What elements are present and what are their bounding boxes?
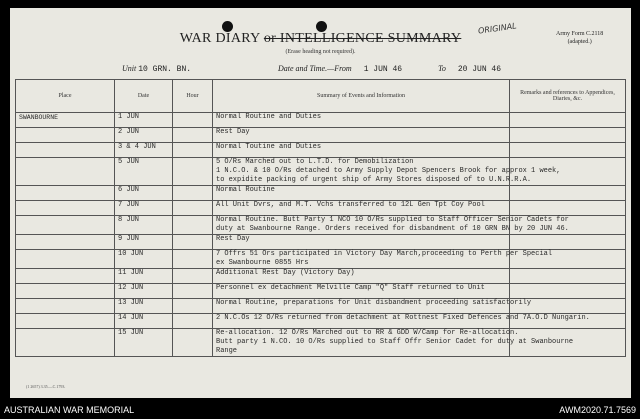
row-date: 8 JUN xyxy=(115,216,173,235)
unit-label: Unit xyxy=(122,64,137,73)
date-label: Date and Time.—From xyxy=(278,64,352,73)
row-remarks xyxy=(510,201,626,216)
caption-left: AUSTRALIAN WAR MEMORIAL xyxy=(4,405,135,415)
row-remarks xyxy=(510,235,626,250)
row-summary xyxy=(213,158,561,186)
row-date: 2 JUN xyxy=(115,128,173,143)
row-date: 3 & 4 JUN xyxy=(115,143,173,158)
table-row xyxy=(16,284,626,299)
row-place xyxy=(16,201,115,216)
to-label: To xyxy=(438,64,446,73)
summary-line: 7 Offrs 51 Ors participated in Victory Day March,proceeding to Perth per Special xyxy=(216,250,553,258)
row-summary xyxy=(213,216,569,235)
row-place xyxy=(16,299,115,314)
row-summary xyxy=(213,113,510,128)
row-summary xyxy=(213,299,532,314)
row-date: 11 JUN xyxy=(115,269,173,284)
row-place xyxy=(16,314,115,329)
summary-line: Rest Day xyxy=(216,128,250,136)
column-header-date: Date xyxy=(115,80,173,113)
row-date: 9 JUN xyxy=(115,235,173,250)
row-summary xyxy=(213,329,574,357)
summary-line: Butt party 1 N.CO. 10 O/Rs supplied to Staff Offr Senior Cadet for duty at Swanbourne xyxy=(216,338,574,346)
row-date: 1 JUN xyxy=(115,113,173,128)
original-stamp: ORIGINAL xyxy=(477,21,518,36)
table-header-row xyxy=(16,80,626,113)
table-row xyxy=(16,299,626,314)
row-hour xyxy=(173,143,213,158)
summary-line: Re-allocation. 12 O/Rs Marched out to RR & GDD W/Camp for Re-allocation. xyxy=(216,329,519,337)
summary-line: ex Swanbourne 0855 Hrs xyxy=(216,259,309,267)
table-row xyxy=(16,216,626,235)
row-hour xyxy=(173,186,213,201)
row-date: 12 JUN xyxy=(115,284,173,299)
table-row xyxy=(16,158,626,186)
army-form-label xyxy=(556,30,603,46)
summary-line: Rest Day xyxy=(216,235,250,243)
table-row xyxy=(16,186,626,201)
column-header-place: Place xyxy=(16,80,115,113)
table-row xyxy=(16,128,626,143)
summary-line: 1 N.C.O. & 10 O/Rs detached to Army Supply Depot Spencers Brook for approx 1 week, xyxy=(216,167,561,175)
summary-line: to expidite packing of urgent ship of Army Stores disposed of to U.N.R.R.A. xyxy=(216,176,532,184)
title-main: WAR DIARY xyxy=(179,31,261,46)
row-hour xyxy=(173,128,213,143)
row-hour xyxy=(173,158,213,186)
row-date: 7 JUN xyxy=(115,201,173,216)
summary-line: Normal Routine xyxy=(216,186,275,194)
row-date: 10 JUN xyxy=(115,250,173,269)
diary-sheet xyxy=(10,8,631,398)
row-summary xyxy=(213,143,510,158)
row-hour xyxy=(173,299,213,314)
row-summary xyxy=(213,128,510,143)
row-place xyxy=(16,284,115,299)
row-hour xyxy=(173,235,213,250)
summary-line: Additional Rest Day (Victory Day) xyxy=(216,269,355,277)
unit-value: 10 GRN. BN. xyxy=(138,65,192,74)
row-summary xyxy=(213,250,553,269)
caption-right: AWM2020.71.7569 xyxy=(559,405,636,415)
row-place xyxy=(16,128,115,143)
row-place xyxy=(16,143,115,158)
row-summary xyxy=(213,186,510,201)
row-summary xyxy=(213,314,590,329)
row-place xyxy=(16,269,115,284)
row-summary xyxy=(213,235,510,250)
summary-line: 5 O/Rs Marched out to L.T.D. for Demobilization xyxy=(216,158,414,166)
date-line xyxy=(278,64,501,74)
column-header-remarks: Remarks and references to Appendices, Diaries, &c. xyxy=(510,80,626,113)
table-row xyxy=(16,143,626,158)
summary-line: Normal Toutine and Duties xyxy=(216,143,322,151)
table-row xyxy=(16,250,626,269)
row-hour xyxy=(173,329,213,357)
row-hour xyxy=(173,284,213,299)
row-hour xyxy=(173,314,213,329)
summary-line: Normal Routine and Duties xyxy=(216,113,322,121)
row-date: 13 JUN xyxy=(115,299,173,314)
row-place: SWANBOURNE xyxy=(16,113,115,128)
row-place xyxy=(16,216,115,235)
row-summary xyxy=(213,201,510,216)
row-place xyxy=(16,329,115,357)
table-row xyxy=(16,329,626,357)
title-strike: or INTELLIGENCE SUMMARY xyxy=(263,31,462,46)
summary-line: 2 N.C.Os 12 O/Rs returned from detachment at Rottnest Fixed Defences and 7A.O.D Nungarin. xyxy=(216,314,590,322)
summary-line: Normal Routine, preparations for Unit disbandment proceeding satisfactorily xyxy=(216,299,532,307)
summary-line: Personnel ex detachment Melville Camp "Q" Staff returned to Unit xyxy=(216,284,485,292)
page-title xyxy=(10,31,631,47)
row-date: 15 JUN xyxy=(115,329,173,357)
row-remarks xyxy=(510,128,626,143)
summary-line: duty at Swanbourne Range. Orders received for disbandment of 10 GRN BN by 20 JUN 46. xyxy=(216,225,569,233)
row-remarks xyxy=(510,269,626,284)
row-summary xyxy=(213,284,510,299)
table-row xyxy=(16,269,626,284)
row-place xyxy=(16,158,115,186)
army-form-sub: (adapted.) xyxy=(567,39,592,45)
from-date: 1 JUN 46 xyxy=(363,65,403,74)
summary-line: Range xyxy=(216,347,238,355)
row-remarks xyxy=(510,284,626,299)
row-date: 14 JUN xyxy=(115,314,173,329)
army-form-number: Army Form C.2118 xyxy=(556,31,604,37)
row-remarks xyxy=(510,113,626,128)
row-place xyxy=(16,235,115,250)
row-hour xyxy=(173,113,213,128)
row-date: 5 JUN xyxy=(115,158,173,186)
row-place xyxy=(16,250,115,269)
row-hour xyxy=(173,201,213,216)
row-date: 6 JUN xyxy=(115,186,173,201)
row-place xyxy=(16,186,115,201)
table-row xyxy=(16,201,626,216)
column-header-hour: Hour xyxy=(173,80,213,113)
diary-table xyxy=(15,79,626,357)
row-remarks xyxy=(510,186,626,201)
to-date: 20 JUN 46 xyxy=(457,65,502,74)
summary-line: All Unit Dvrs, and M.T. Vchs transferred to 12L Gen Tpt Coy Pool xyxy=(216,201,485,209)
table-row xyxy=(16,235,626,250)
row-hour xyxy=(173,216,213,235)
unit-line xyxy=(122,64,191,74)
table-row xyxy=(16,314,626,329)
row-remarks xyxy=(510,143,626,158)
table-row xyxy=(16,113,626,128)
summary-line: Normal Routine. Butt Party 1 NCO 10 O/Rs supplied to Staff Officer Senior Cadets for xyxy=(216,216,569,224)
row-hour xyxy=(173,269,213,284)
print-code: (1 2657) 3.35.—C.1793. xyxy=(26,384,66,389)
title-subnote: (Erase heading not required). xyxy=(285,49,356,55)
row-hour xyxy=(173,250,213,269)
column-header-summary: Summary of Events and Information xyxy=(213,80,510,113)
row-summary xyxy=(213,269,510,284)
